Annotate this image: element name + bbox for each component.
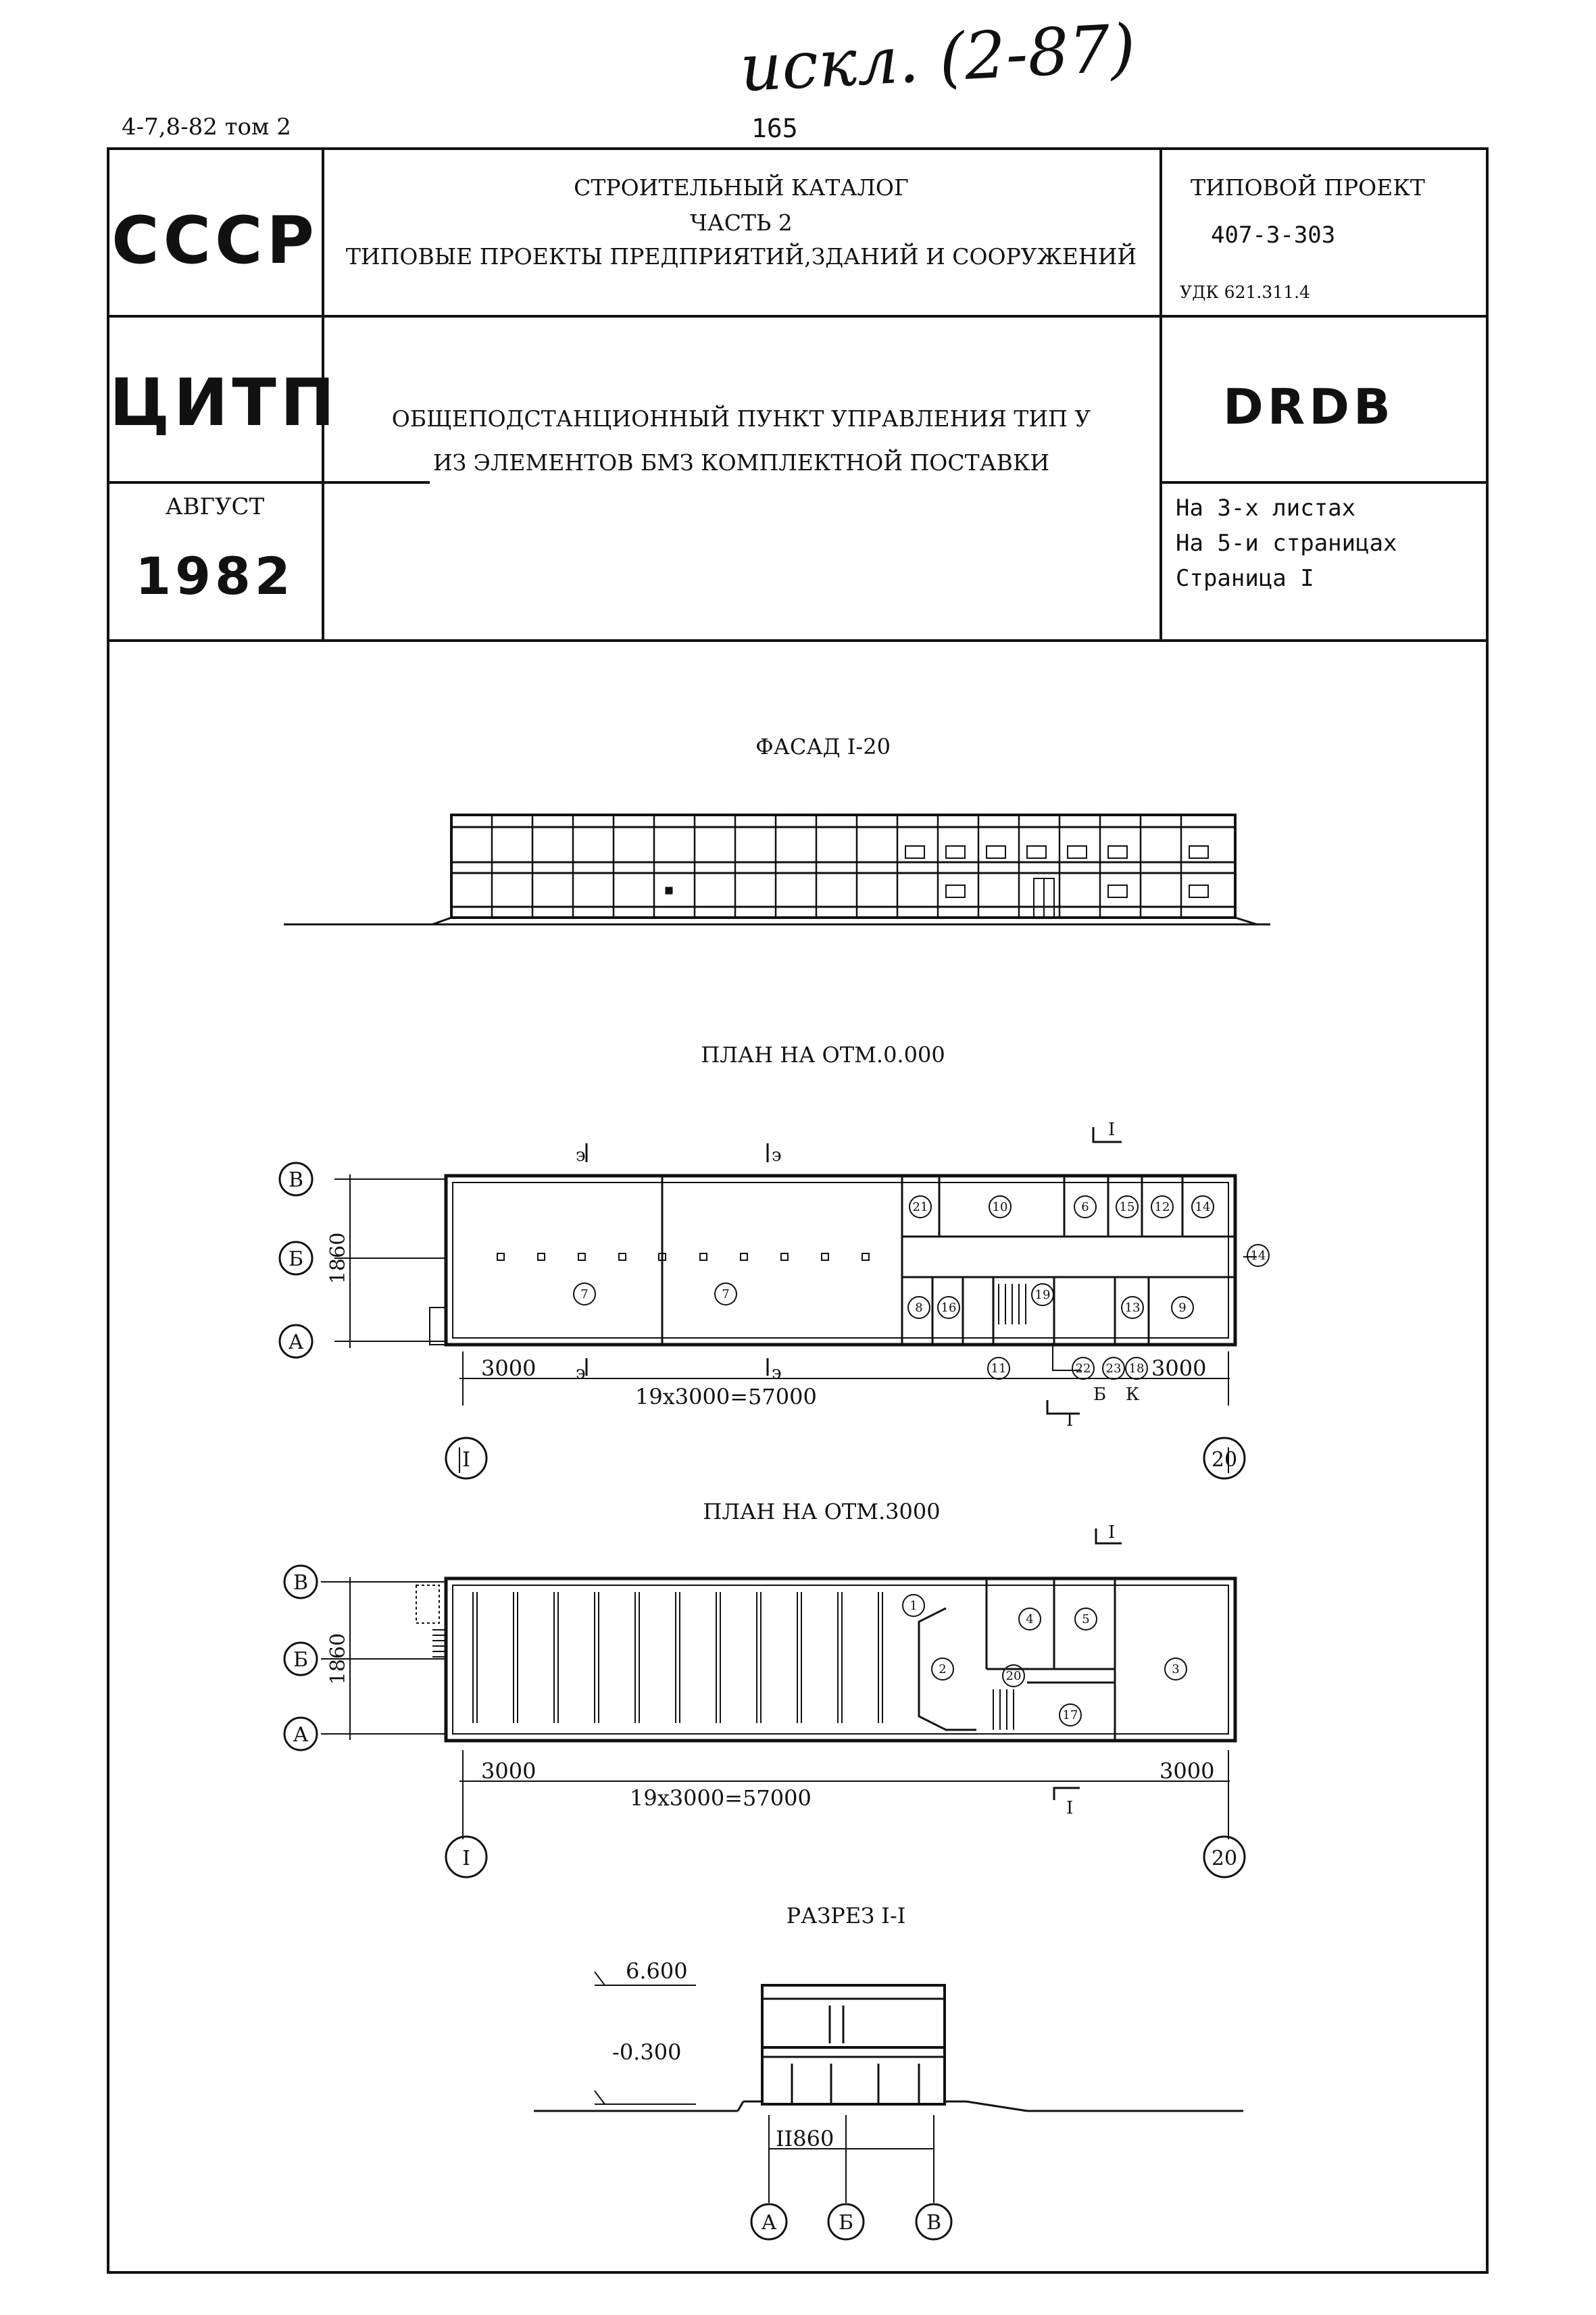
room-number: 17 [1062,1708,1078,1722]
catalog-line-2: ЧАСТЬ 2 [690,209,793,236]
room-number: 9 [1178,1301,1187,1315]
plan2-section-mark-bottom: I [1066,1798,1074,1818]
plan2-axis-label-1: I [462,1847,470,1870]
room-number: 12 [1154,1200,1170,1214]
plan1-b-mark: Б [1093,1385,1107,1405]
room-number: 13 [1124,1301,1141,1315]
page-number: 165 [751,114,798,143]
catalog-code: DRDB [1223,378,1395,435]
plan1-grid-lines [334,1174,1230,1473]
plan2-axis-label-v: В [293,1571,309,1595]
upper-floor-plan [416,1578,1235,1741]
sheet-count: На 3-х листах [1176,495,1356,522]
room-number: 14 [1195,1200,1211,1214]
room-number: 6 [1081,1200,1089,1214]
room-number: 7 [722,1287,730,1301]
catalog-line-1: СТРОИТЕЛЬНЫЙ КАТАЛОГ [574,174,909,201]
room-number: 5 [1082,1612,1090,1626]
plan2-dimension-total: 19х3000=57000 [630,1785,812,1811]
page-index: Страница I [1176,565,1314,592]
section-dimension-11860: II860 [776,2126,834,2151]
plan2-dimension-3000-right: 3000 [1159,1758,1215,1784]
section-axis-label-b: Б [838,2211,854,2235]
section-title: РАЗРЕЗ I-I [786,1903,906,1928]
room-number: 7 [580,1287,589,1301]
plan1-axis-label-b: Б [288,1247,304,1271]
room-number: 20 [1005,1669,1022,1683]
room-number: 8 [915,1301,923,1315]
room-number: 18 [1128,1362,1145,1376]
plan1-axis-label-20: 20 [1211,1448,1238,1472]
catalog-line-3: ТИПОВЫЕ ПРОЕКТЫ ПРЕДПРИЯТИЙ,ЗДАНИЙ И СООРУЖЕНИЙ [345,243,1137,270]
plan2-axis-bubbles [284,1566,1245,1877]
document-title-line-1: ОБЩЕПОДСТАНЦИОННЫЙ ПУНКТ УПРАВЛЕНИЯ ТИП У [391,405,1091,432]
plan1-e-mark: э [576,1363,586,1383]
plan2-section-marks [1054,1528,1122,1800]
date-month: АВГУСТ [165,493,265,520]
project-label: ТИПОВОЙ ПРОЕКТ [1191,174,1425,201]
date-year: 1982 [135,546,295,606]
plan2-axis-label-20: 20 [1211,1847,1238,1870]
document-reference: 4-7,8-82 том 2 [122,114,291,141]
plan1-axis-label-v: В [288,1168,304,1192]
plan2-section-mark-top: I [1108,1522,1116,1543]
plan1-room-markers [574,1196,1269,1379]
room-number: 23 [1105,1362,1122,1376]
handwritten-note: искл. (2-87) [738,9,1138,107]
room-number: 22 [1075,1362,1091,1376]
plan2-room-markers [903,1595,1187,1726]
plan1-section-marks [587,1127,1122,1414]
facade-title: ФАСАД I-20 [755,734,891,760]
room-number: 16 [941,1301,957,1315]
plan1-dimension-3000-left: 3000 [481,1355,537,1381]
section-level-bottom: -0.300 [612,2039,682,2065]
plan1-room-numbers [580,1200,1266,1376]
section-drawing [534,1972,1243,2239]
project-number: 407-3-303 [1211,222,1336,249]
plan1-dimension-total: 19х3000=57000 [635,1384,817,1410]
room-number: 1 [909,1599,918,1613]
room-number: 10 [992,1200,1008,1214]
plan1-e-mark: э [772,1363,782,1383]
plan1-k-mark: К [1126,1385,1140,1405]
plan1-section-mark-bottom: I [1066,1410,1074,1430]
plan1-axis-bubbles [280,1163,1245,1478]
room-number: 19 [1034,1288,1051,1302]
room-number: 11 [991,1362,1007,1376]
plan2-axis-label-a: А [293,1723,309,1747]
udk-code: УДК 621.311.4 [1180,282,1310,302]
plan1-axis-label-a: А [288,1330,304,1354]
plan2-dimension-1860: 1860 [326,1633,350,1685]
plan1-dimension-1860: 1860 [326,1232,350,1285]
plan2-dimension-3000-left: 3000 [481,1758,537,1784]
section-level-top: 6.600 [626,1958,688,1984]
plan1-e-mark: э [772,1145,782,1166]
plan1-title: ПЛАН НА ОТМ.0.000 [701,1042,945,1068]
document-title-line-2: ИЗ ЭЛЕМЕНТОВ БМЗ КОМПЛЕКТНОЙ ПОСТАВКИ [432,449,1050,476]
org-country: СССР [111,203,318,278]
room-number: 4 [1026,1612,1034,1626]
room-number: 14 [1250,1249,1266,1263]
plan1-axis-label-1: I [462,1448,470,1472]
facade-elevation [284,815,1270,924]
room-number: 15 [1119,1200,1135,1214]
page-count: На 5-и страницах [1176,530,1397,557]
plan1-section-mark-top: I [1108,1120,1116,1140]
plan2-axis-label-b: Б [293,1648,309,1672]
plan1-e-mark: э [576,1145,586,1166]
room-number: 21 [912,1200,928,1214]
org-institute: ЦИТП [109,365,339,441]
section-axis-label-v: В [926,2211,942,2235]
section-axis-label-a: А [761,2211,777,2235]
plan1-dimension-3000-right: 3000 [1151,1355,1207,1381]
plan2-title: ПЛАН НА ОТМ.3000 [703,1499,941,1524]
room-number: 3 [1172,1662,1180,1676]
room-number: 2 [939,1662,947,1676]
